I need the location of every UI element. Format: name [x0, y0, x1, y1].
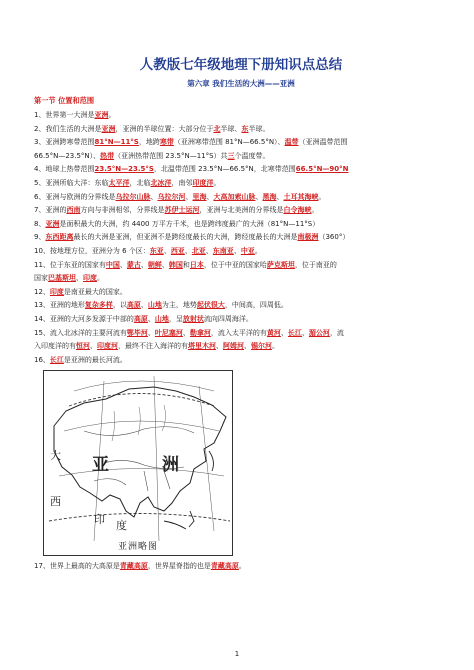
map-label-da: 大 — [50, 449, 61, 463]
text-segment: 6、亚洲与欧洲的分界线是 — [34, 192, 116, 201]
text-segment: ，亚洲的半球位置：大部分位于 — [115, 124, 214, 133]
text-segment: 、 — [276, 192, 284, 201]
key-term: 叶尼塞河 — [154, 328, 183, 337]
key-term: 长江 — [49, 355, 64, 364]
text-segment: 最长的大洲是亚洲，但亚洲不是跨经度最长的大洲，跨经度最长的大洲是 — [73, 233, 298, 242]
knowledge-item — [34, 177, 448, 191]
knowledge-list — [34, 109, 448, 367]
text-segment: 。 — [213, 178, 221, 187]
key-term: 中亚 — [240, 246, 255, 255]
text-segment: 、 — [140, 301, 148, 310]
text-segment: 半球。 — [248, 124, 270, 133]
text-segment: ，流 — [329, 328, 344, 337]
knowledge-item — [34, 313, 448, 327]
key-term: 23.5°N—23.5°S — [94, 165, 154, 174]
key-term: 山地 — [147, 301, 162, 310]
text-segment: 、 — [147, 314, 155, 323]
key-term: 南极洲 — [297, 233, 319, 242]
key-term: 放射状 — [182, 314, 204, 323]
text-segment: 、 — [216, 342, 223, 351]
text-segment: ，亚洲与北美洲的分界线是 — [199, 206, 284, 215]
key-term: 高原 — [133, 314, 148, 323]
text-segment: ，呈 — [168, 314, 183, 323]
text-segment: ，地跨 — [138, 138, 160, 147]
key-term: 寒带 — [159, 138, 174, 147]
key-term: 苏伊士运河 — [164, 206, 200, 215]
key-term: 高原 — [126, 301, 141, 310]
key-term: 长江 — [287, 328, 302, 337]
key-term: 亚洲 — [94, 111, 109, 119]
text-segment: 为主，地势 — [161, 301, 197, 310]
key-term: 北 — [213, 124, 221, 133]
text-segment: 、 — [185, 192, 193, 201]
text-segment: 国家 — [34, 274, 48, 283]
text-segment: 。 — [97, 274, 104, 283]
text-segment: ，世界屋脊指的也是 — [147, 562, 211, 571]
asia-map-drawing — [44, 371, 232, 555]
map-label-ya: 亚 — [92, 455, 109, 476]
knowledge-item — [34, 136, 448, 150]
text-segment: ，南邻 — [171, 178, 193, 187]
key-term: 恒河 — [76, 342, 90, 351]
key-term: 青藏高原 — [210, 562, 239, 571]
key-term: 西南 — [66, 206, 81, 215]
key-term: 东 — [241, 124, 249, 133]
key-term: 北亚 — [191, 246, 206, 255]
text-segment: （亚洲温带范围 — [298, 138, 348, 147]
knowledge-item — [34, 327, 448, 341]
knowledge-item — [34, 299, 448, 313]
text-segment: 66.5°N—23.5°N）、 — [34, 151, 101, 160]
text-segment: 1、世界第一大洲是 — [34, 111, 95, 119]
key-term: 土耳其海峡 — [283, 192, 319, 201]
text-segment: 7、亚洲的 — [34, 206, 67, 215]
text-segment: 13、亚洲的地形 — [34, 301, 85, 310]
key-term: 锡尔河 — [251, 342, 272, 351]
text-segment: 方向与非洲相邻，分界线是 — [80, 206, 165, 215]
knowledge-item — [34, 191, 448, 205]
knowledge-item — [34, 163, 448, 177]
knowledge-item — [34, 109, 448, 123]
knowledge-item — [34, 231, 448, 245]
text-segment: 。 — [318, 192, 326, 201]
key-term: 萨克斯坦 — [266, 260, 295, 269]
key-term: 黄河 — [266, 328, 281, 337]
text-segment: ，北温带范围 23.5°N—66.5°N，北寒带范围 — [153, 165, 296, 174]
text-segment: ，以 — [112, 301, 127, 310]
key-term: 81°N—11°S — [94, 138, 139, 147]
asia-map — [43, 370, 233, 556]
knowledge-item — [34, 259, 448, 273]
key-term: 印度河 — [97, 342, 118, 351]
text-segment: 8、 — [34, 219, 46, 228]
text-segment: 、 — [206, 192, 214, 201]
key-term: 韩国 — [168, 260, 183, 269]
text-segment: 、 — [147, 328, 155, 337]
text-segment: 、 — [244, 342, 251, 351]
text-segment: 是亚洲的最长河流。 — [63, 355, 127, 364]
text-segment: 16、 — [34, 355, 50, 364]
text-segment: 、 — [233, 246, 241, 255]
text-segment: 14、亚洲的大河多发源于中部的 — [34, 314, 134, 323]
key-term: 东西距离 — [45, 233, 74, 242]
key-term: 鄂毕河 — [126, 328, 148, 337]
text-segment: （亚洲寒带范围 81°N—66.5°N）、 — [173, 138, 285, 147]
text-segment: 12、 — [34, 287, 50, 296]
text-segment: 、 — [119, 260, 127, 269]
knowledge-item — [34, 218, 448, 232]
text-segment: 。 — [272, 342, 279, 351]
map-caption: 亚洲略图 — [117, 542, 158, 553]
text-segment: 、 — [205, 246, 213, 255]
text-segment: 、 — [150, 192, 158, 201]
text-segment: 17、世界上最高的大高原是 — [34, 562, 120, 571]
key-term: 热带 — [100, 151, 115, 160]
text-segment: 、 — [184, 246, 192, 255]
text-segment: 半球、 — [220, 124, 242, 133]
map-label-du: 度 — [116, 519, 127, 533]
text-segment: 3、亚洲跨寒带范围 — [34, 138, 95, 147]
text-segment: 。 — [238, 562, 246, 571]
document-title: 人教版七年级地理下册知识点总结 — [139, 57, 343, 73]
text-segment: 、 — [255, 192, 263, 201]
text-segment: 和 — [182, 260, 190, 269]
text-segment: ，中间高，四周低。 — [224, 301, 288, 310]
key-term: 亚洲 — [101, 124, 116, 133]
text-segment: 、 — [182, 328, 190, 337]
text-segment: 2、我们生活的大洲是 — [34, 124, 102, 133]
key-term: 朝鲜 — [147, 260, 162, 269]
text-segment: 5、亚洲所临大洋：东临 — [34, 178, 109, 187]
key-term: 乌拉尔山脉 — [115, 192, 151, 201]
key-term: 亚洲 — [45, 219, 60, 228]
key-term: 塔里木河 — [188, 342, 216, 351]
key-term: 巴基斯坦 — [48, 274, 76, 283]
section-title: 第一节 位置和范围 — [34, 96, 95, 105]
text-segment: 。 — [254, 246, 262, 255]
text-segment: 入印度洋的有 — [34, 342, 76, 351]
chapter-title: 第六章 我们生活的大洲——亚洲 — [187, 79, 295, 88]
key-term: 印度洋 — [192, 178, 214, 187]
key-term: 中国 — [105, 260, 120, 269]
knowledge-item — [34, 354, 448, 368]
text-segment: 10、按地理方位，亚洲分为 6 个区： — [34, 246, 150, 255]
key-term: 勒拿河 — [189, 328, 211, 337]
key-term: 湄公河 — [308, 328, 330, 337]
text-segment: 个温度带。 — [234, 151, 270, 160]
key-term: 日本 — [189, 260, 204, 269]
knowledge-item — [34, 272, 448, 286]
text-segment: 。 — [108, 111, 116, 119]
key-term: 乌拉尔河 — [157, 192, 186, 201]
text-segment: （亚洲热带范围 23.5°N—11°S）共 — [114, 151, 228, 160]
text-segment: ，北临 — [129, 178, 151, 187]
key-term: 大高加索山脉 — [213, 192, 256, 201]
text-segment: 是南亚最大的国家。 — [63, 287, 127, 296]
knowledge-item — [34, 150, 448, 164]
text-segment: （360°） — [318, 233, 350, 242]
key-term: 北冰洋 — [150, 178, 172, 187]
text-segment: ，流入太平洋的有 — [210, 328, 267, 337]
key-term: 66.5°N—90°N — [295, 165, 349, 174]
text-segment: ，位于南亚的 — [294, 260, 337, 269]
key-term: 印度 — [49, 287, 64, 296]
key-term: 温带 — [284, 138, 299, 147]
text-segment: ，最终不注入海洋的有 — [118, 342, 188, 351]
text-segment: 是面积最大的大洲，约 4400 万平方千米，也是跨纬度最广的大洲（81°N—11°S） — [59, 219, 320, 228]
key-term: 白令海峡 — [283, 206, 312, 215]
text-segment: 4、地球上热带范围 — [34, 165, 95, 174]
key-term: 青藏高原 — [119, 562, 148, 571]
key-term: 黑海 — [262, 192, 277, 201]
page-number: 1 — [234, 650, 240, 658]
map-label-zhou: 洲 — [162, 455, 179, 476]
knowledge-item — [34, 245, 448, 259]
map-label-yin: 印 — [94, 513, 105, 527]
key-term: 里海 — [192, 192, 207, 201]
text-segment: 、 — [280, 328, 288, 337]
text-segment: 、 — [163, 246, 171, 255]
text-segment: 9、 — [34, 233, 46, 242]
text-segment: 、 — [76, 274, 83, 283]
key-term: 三 — [227, 151, 235, 160]
text-segment: 、 — [140, 260, 148, 269]
key-term: 山地 — [154, 314, 169, 323]
key-term: 东南亚 — [212, 246, 234, 255]
text-segment: 15、流入北冰洋的主要河流有 — [34, 328, 127, 337]
knowledge-item-17 — [34, 560, 448, 574]
key-term: 阿姆河 — [223, 342, 244, 351]
map-label-xi: 西 — [50, 495, 61, 509]
text-segment: 、 — [90, 342, 97, 351]
text-segment: 11、位于东亚的国家有 — [34, 260, 106, 269]
text-segment: ，位于中亚的国家哈 — [203, 260, 267, 269]
text-segment: 、 — [301, 328, 309, 337]
key-term: 西亚 — [170, 246, 185, 255]
key-term: 起伏很大 — [196, 301, 225, 310]
key-term: 太平洋 — [108, 178, 130, 187]
knowledge-item — [34, 123, 448, 137]
knowledge-item — [34, 340, 448, 354]
key-term: 蒙古 — [126, 260, 141, 269]
knowledge-item — [34, 286, 448, 300]
knowledge-item — [34, 204, 448, 218]
text-segment: 。 — [311, 206, 319, 215]
text-segment: 流向四周海洋。 — [203, 314, 253, 323]
key-term: 东亚 — [149, 246, 164, 255]
text-segment: 、 — [161, 260, 169, 269]
key-term: 印度 — [83, 274, 97, 283]
key-term: 复杂多样 — [84, 301, 113, 310]
